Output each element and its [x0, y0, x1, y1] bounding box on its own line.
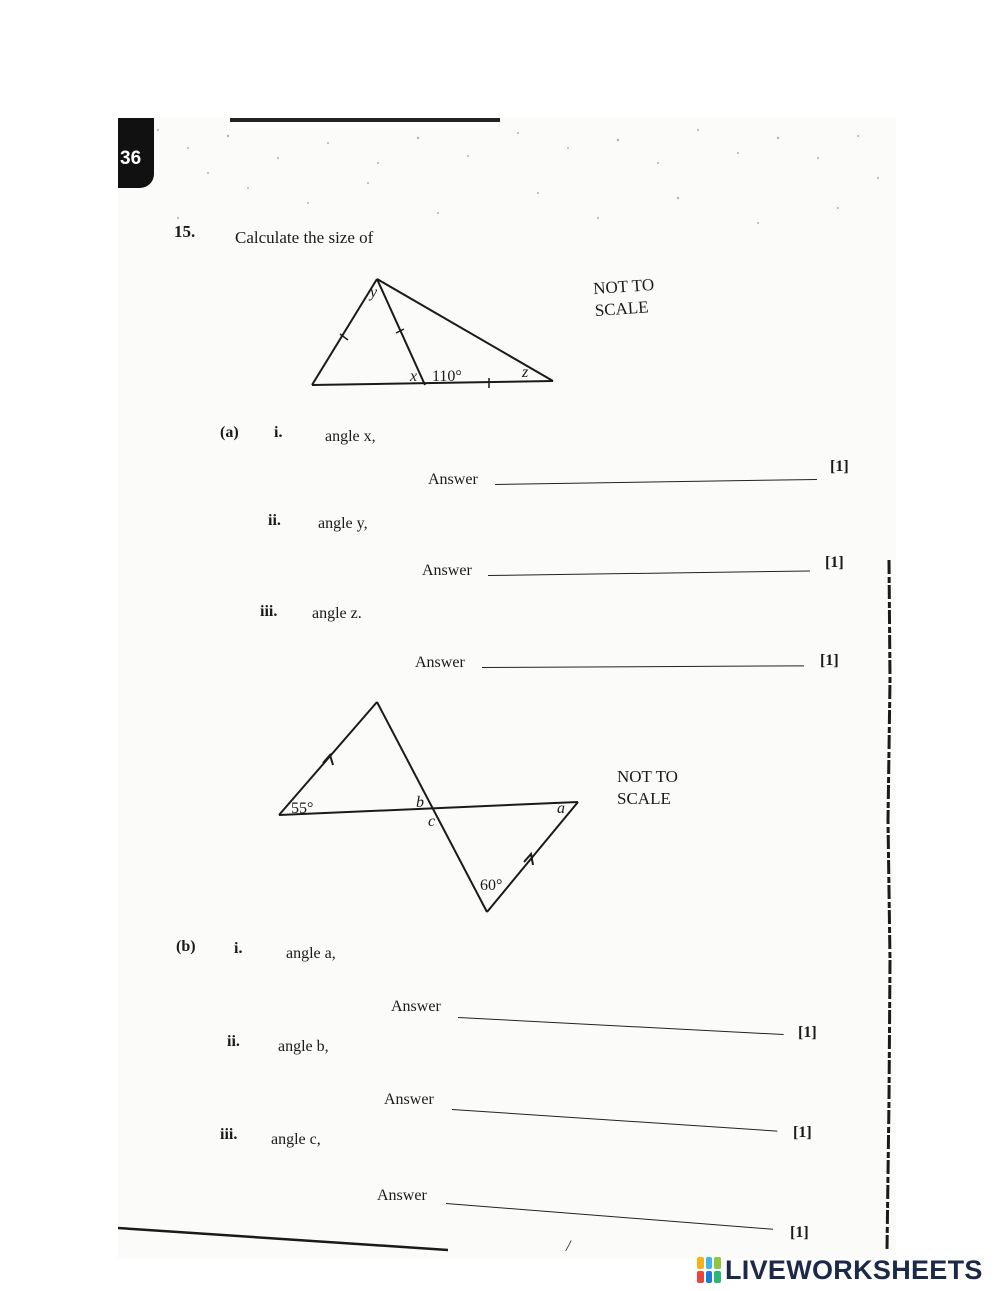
answer-label: Answer [391, 998, 441, 1015]
mark-a-iii: [1] [820, 652, 839, 669]
angle-a-label: a [557, 800, 565, 817]
mark-a-i: [1] [830, 458, 849, 475]
triangle-cevian [377, 279, 425, 385]
answer-label: Answer [428, 471, 478, 488]
answer-label: Answer [384, 1091, 434, 1108]
part-b-ii-text: angle b, [278, 1038, 329, 1055]
bottom-rule [118, 1222, 448, 1252]
not-to-scale-note-b [617, 766, 678, 810]
part-a-ii-text: angle y, [318, 515, 368, 532]
answer-label: Answer [422, 562, 472, 579]
not-to-scale-note [593, 274, 657, 322]
answer-label: Answer [415, 654, 465, 671]
not-to-scale-line2: SCALE [594, 297, 650, 321]
mark-a-ii: [1] [825, 554, 844, 571]
part-b-iii-roman: iii. [220, 1126, 238, 1143]
part-b-label: (b) [176, 938, 196, 955]
triangle-left-side [312, 279, 377, 385]
liveworksheets-logo [697, 1255, 983, 1285]
angle-110-label: 110° [432, 368, 462, 385]
part-b-i-text: angle a, [286, 945, 336, 962]
stray-mark: / [566, 1238, 571, 1255]
angle-x-label: x [410, 368, 418, 385]
part-a-iii-roman: iii. [260, 603, 278, 620]
angle-c-label: c [428, 813, 436, 830]
mark-b-iii: [1] [790, 1224, 809, 1241]
not-to-scale-line2: SCALE [617, 789, 671, 808]
angle-60-label: 60° [480, 877, 503, 894]
page-number-tab: 36 [118, 118, 154, 188]
parallel-lines-figure [279, 702, 578, 912]
angle-55-label: 55° [291, 800, 314, 817]
question-number: 15. [174, 222, 196, 241]
angle-b-label: b [416, 794, 424, 811]
part-a-ii-roman: ii. [268, 512, 281, 529]
answer-label: Answer [377, 1187, 427, 1204]
angle-y-label: y [370, 284, 378, 301]
mark-b-ii: [1] [793, 1124, 812, 1141]
logo-text: LIVEWORKSHEETS [725, 1254, 983, 1285]
part-b-iii-text: angle c, [271, 1131, 321, 1148]
part-a-i-text: angle x, [325, 428, 376, 445]
mark-b-i: [1] [798, 1024, 817, 1041]
part-a-label: (a) [220, 424, 239, 441]
part-b-i-roman: i. [234, 940, 243, 957]
logo-tiles-icon [697, 1257, 721, 1283]
part-b-ii-roman: ii. [227, 1033, 240, 1050]
part-a-iii-text: angle z. [312, 605, 362, 622]
not-to-scale-line1: NOT TO [592, 274, 655, 299]
page-edge-shadow [884, 560, 894, 1250]
angle-z-label: z [522, 364, 529, 381]
not-to-scale-line1: NOT TO [617, 767, 678, 786]
part-a-i-roman: i. [274, 424, 283, 441]
question-stem: Calculate the size of [235, 228, 374, 247]
